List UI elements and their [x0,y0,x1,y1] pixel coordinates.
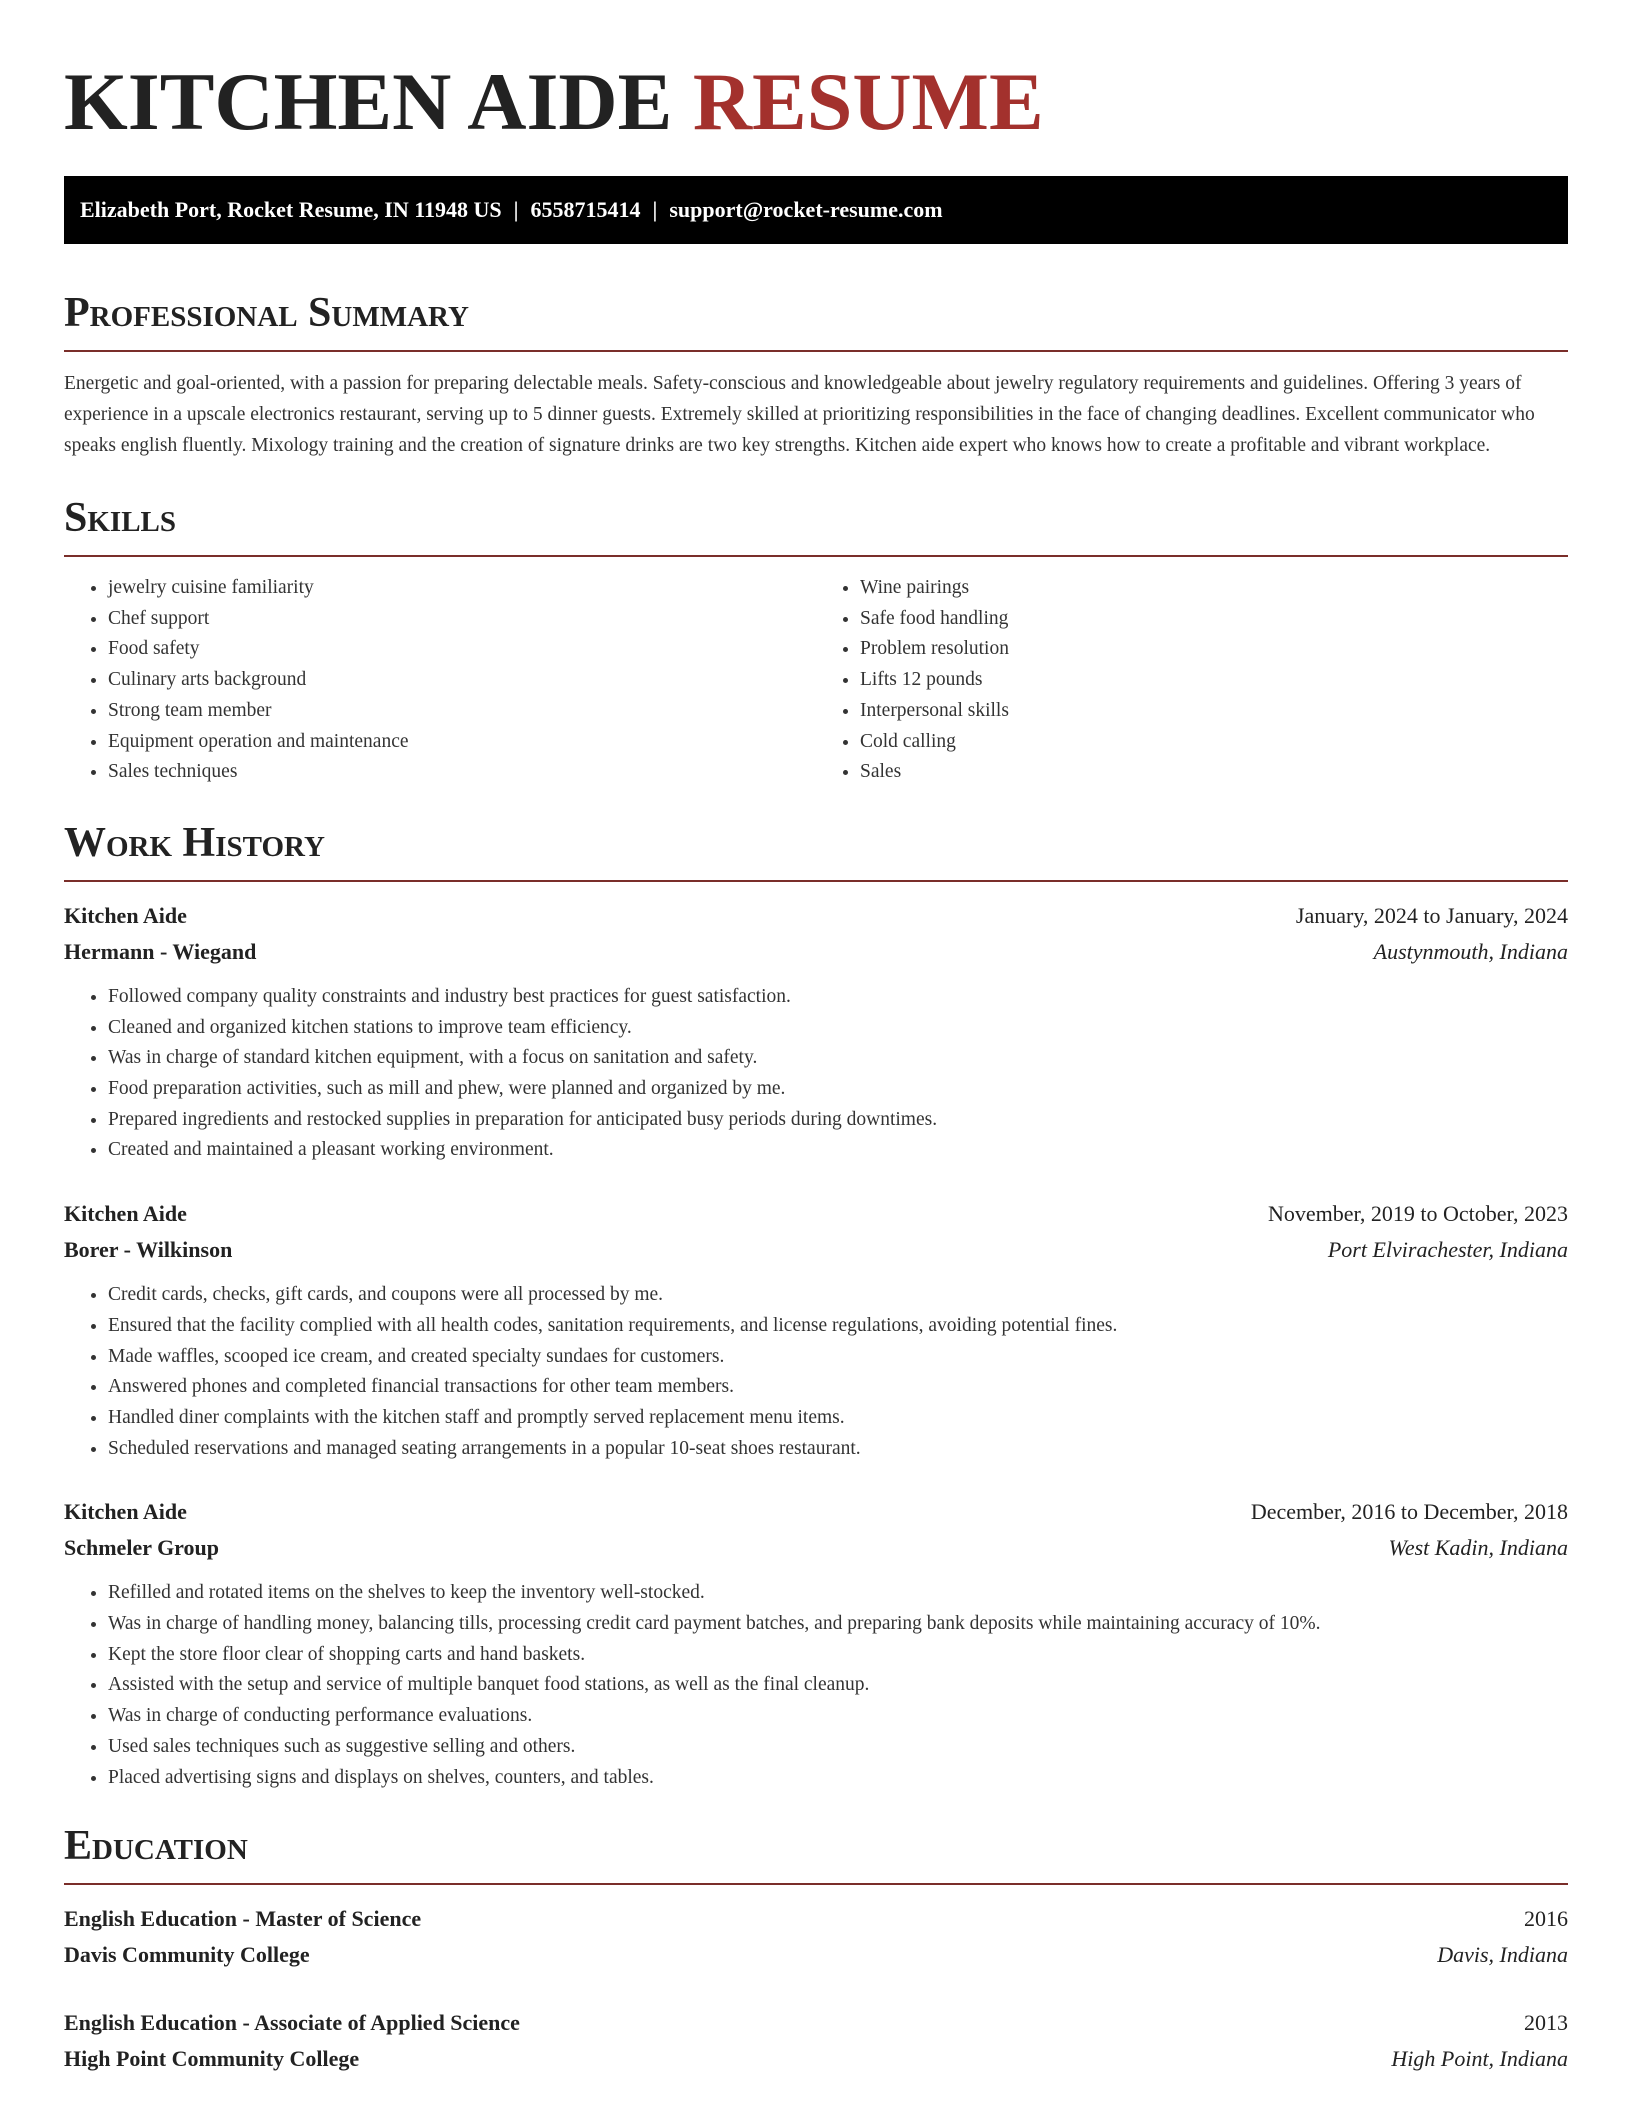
job-bullet: • Placed advertising signs and displays on shelves, counters, and tables. [108,1763,1568,1794]
skill-item: • Interpersonal skills [860,696,1568,727]
job-entry [64,898,1568,1166]
education-degree: English Education - Associate of Applied Science [64,2010,520,2036]
education-degree: English Education - Master of Science [64,1906,422,1932]
education-location: High Point, Indiana [1391,2046,1568,2072]
skill-item: • Equipment operation and maintenance [108,727,816,758]
job-dates: January, 2024 to January, 2024 [1295,902,1568,928]
skill-item: • Wine pairings [860,573,1568,604]
skill-item: • Food safety [108,634,816,665]
job-entry [64,1494,1568,1793]
job-bullet: • Was in charge of conducting performance evaluations. [108,1701,1568,1732]
resume-title [64,56,1568,148]
job-company-row [64,934,1568,970]
job-bullet: • Answered phones and completed financial transactions for other team members. [108,1372,1568,1403]
skills-list-right [816,573,1568,788]
resume-page [64,0,1568,2077]
job-bullet: • Credit cards, checks, gift cards, and coupons were all processed by me. [108,1280,1568,1311]
job-bullet: • Kept the store floor clear of shopping carts and hand baskets. [108,1640,1568,1671]
section-divider [64,1883,1568,1885]
contact-phone[interactable]: 6558715414 [530,197,641,222]
job-bullets [64,1280,1568,1464]
job-bullet: • Ensured that the facility complied with all health codes, sanitation requirements, and license regulations, avoiding potential fines. [108,1311,1568,1342]
section-title-summary: Professional Summary [64,290,469,336]
job-company: Schmeler Group [64,1535,220,1561]
job-company: Hermann - Wiegand [64,938,257,964]
education-location: Davis, Indiana [1437,1942,1568,1968]
summary-text: Energetic and goal-oriented, with a passion for preparing delectable meals. Safety-conscious and knowledgeable about jewelry regulatory requirements and guidelines. Offering 3 years of experience in a upscale electronics restaurant, serving up to 5 dinner guests. Extremely skilled at prioritizing responsibilities in the face of changing deadlines. Excellent communicator who speaks english fluently. Mixology training and the creation of signature drinks are two key strengths. Kitchen aide expert who knows how to create a profitable and vibrant workplace. [64,373,1535,456]
education-school-row [64,2041,1568,2077]
job-bullet: • Used sales techniques such as suggestive selling and others. [108,1732,1568,1763]
section-title-skills: Skills [64,495,177,541]
contact-email[interactable]: support@rocket-resume.com [669,197,943,222]
job-location: Port Elvirachester, Indiana [1327,1237,1568,1263]
job-title-row [64,1196,1568,1232]
job-bullet: • Created and maintained a pleasant working environment. [108,1135,1568,1166]
job-title-row [64,898,1568,934]
job-bullet: • Refilled and rotated items on the shelves to keep the inventory well-stocked. [108,1578,1568,1609]
job-bullets [64,1578,1568,1793]
summary-section [64,288,1568,461]
section-divider [64,880,1568,882]
skill-item: • Culinary arts background [108,665,816,696]
job-bullet: • Made waffles, scooped ice cream, and created specialty sundaes for customers. [108,1342,1568,1373]
education-section [64,1821,1568,2077]
skills-section [64,493,1568,788]
section-title-education: Education [64,1823,248,1870]
job-bullet: • Was in charge of handling money, balancing tills, processing credit card payment batches, and preparing bank deposits while maintaining accuracy of 10%. [108,1609,1568,1640]
education-degree-row [64,1901,1568,1937]
job-dates: December, 2016 to December, 2018 [1250,1499,1568,1525]
skill-item: • jewelry cuisine familiarity [108,573,816,604]
job-bullet: • Prepared ingredients and restocked supplies in preparation for anticipated busy periods during downtimes. [108,1105,1568,1136]
job-bullet: • Assisted with the setup and service of multiple banquet food stations, as well as the final cleanup. [108,1670,1568,1701]
skill-item: • Sales [860,757,1568,788]
job-title: Kitchen Aide [64,1499,187,1525]
skill-item: • Strong team member [108,696,816,727]
section-divider [64,555,1568,557]
title-main: KITCHEN AIDE [64,56,673,147]
job-bullet: • Followed company quality constraints and industry best practices for guest satisfaction. [108,982,1568,1013]
job-entry [64,1196,1568,1464]
job-dates: November, 2019 to October, 2023 [1267,1201,1568,1227]
job-bullet: • Cleaned and organized kitchen stations to improve team efficiency. [108,1013,1568,1044]
skills-columns [64,573,1568,788]
skill-item: • Safe food handling [860,604,1568,635]
skill-item: • Problem resolution [860,634,1568,665]
education-year: 2016 [1524,1906,1568,1932]
education-school: High Point Community College [64,2046,360,2072]
education-school: Davis Community College [64,1942,310,1968]
skill-item: • Chef support [108,604,816,635]
contact-bar [64,176,1568,244]
section-title-work-history: Work History [64,819,325,866]
job-bullets [64,982,1568,1166]
title-accent: RESUME [692,56,1044,147]
education-year: 2013 [1524,2010,1568,2036]
skill-item: • Sales techniques [108,757,816,788]
job-company: Borer - Wilkinson [64,1237,233,1263]
job-company-row [64,1530,1568,1566]
job-title-row [64,1494,1568,1530]
contact-address: Elizabeth Port, Rocket Resume, IN 11948 US [80,197,502,222]
contact-separator: | [652,197,658,222]
education-entry [64,1901,1568,1973]
education-degree-row [64,2005,1568,2041]
section-divider [64,350,1568,352]
skill-item: • Lifts 12 pounds [860,665,1568,696]
skill-item: • Cold calling [860,727,1568,758]
skills-list-left [64,573,816,788]
job-bullet: • Food preparation activities, such as mill and phew, were planned and organized by me. [108,1074,1568,1105]
job-title: Kitchen Aide [64,1201,187,1227]
education-school-row [64,1937,1568,1973]
education-entry [64,2005,1568,2077]
job-location: West Kadin, Indiana [1388,1535,1568,1561]
job-bullet: • Was in charge of standard kitchen equipment, with a focus on sanitation and safety. [108,1043,1568,1074]
contact-separator: | [513,197,519,222]
job-bullet: • Scheduled reservations and managed seating arrangements in a popular 10-seat shoes restaurant. [108,1434,1568,1465]
job-title: Kitchen Aide [64,902,187,928]
job-company-row [64,1232,1568,1268]
job-location: Austynmouth, Indiana [1373,938,1568,964]
work-history-section [64,818,1568,1793]
job-bullet: • Handled diner complaints with the kitchen staff and promptly served replacement menu items. [108,1403,1568,1434]
